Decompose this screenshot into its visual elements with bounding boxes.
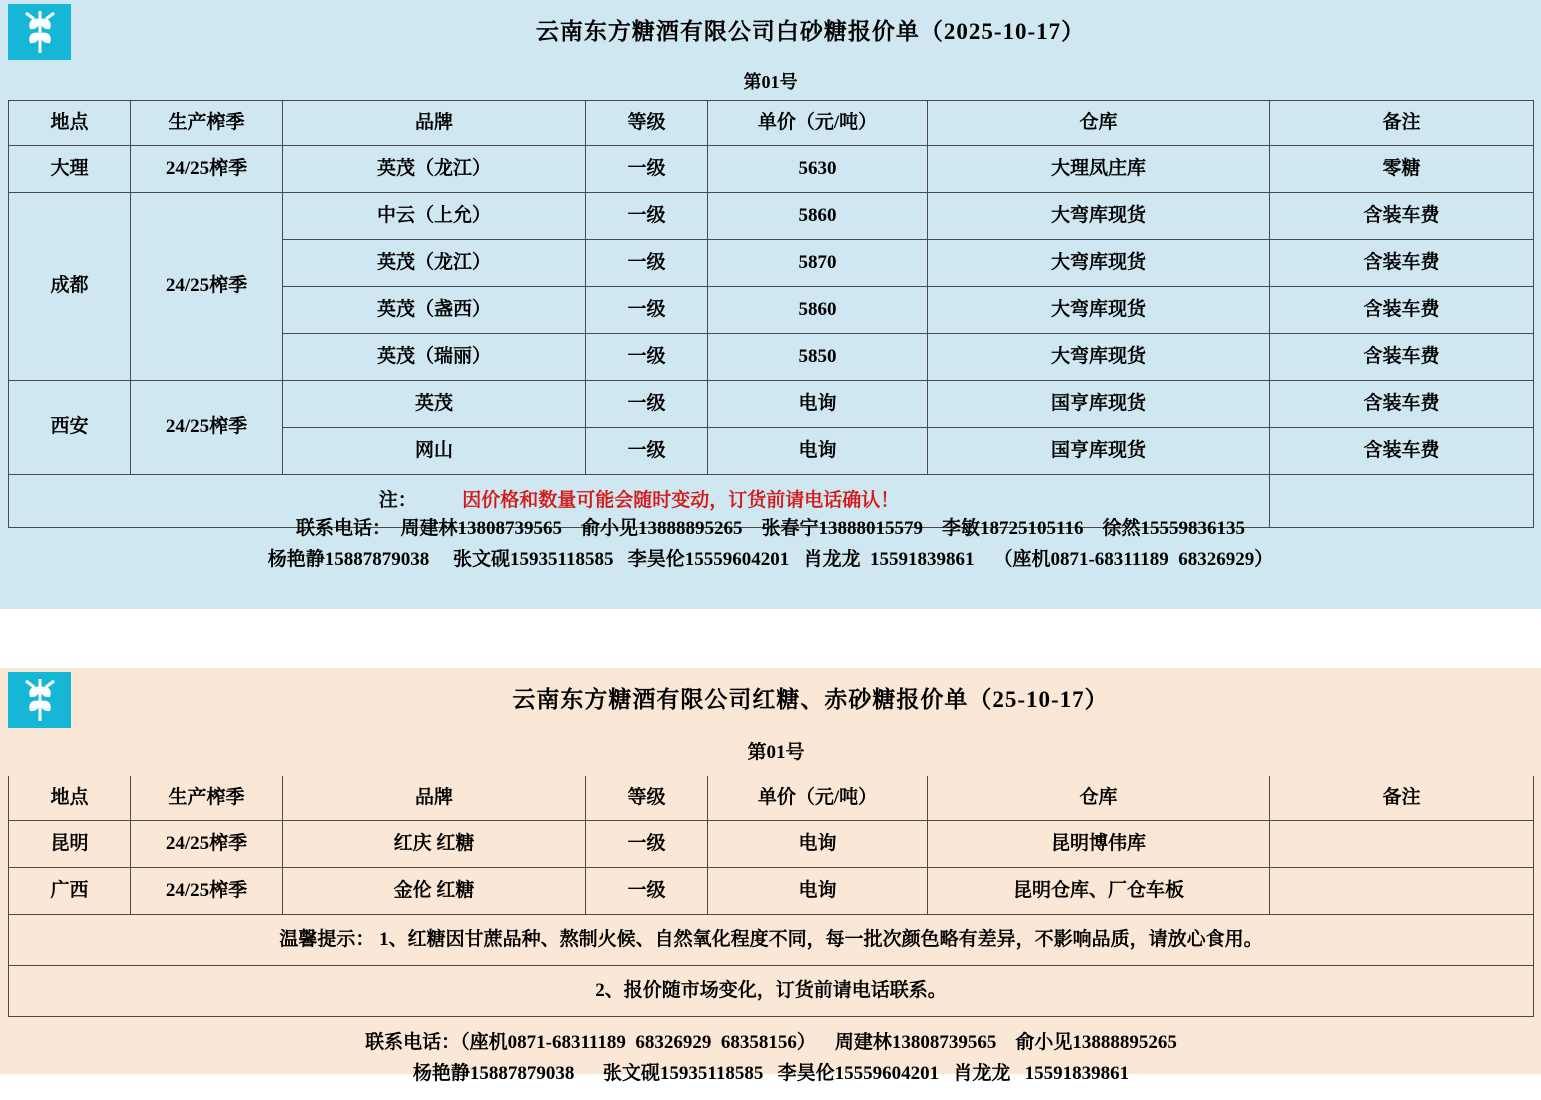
table-row bbox=[9, 193, 1534, 240]
white-sugar-table bbox=[8, 100, 1534, 528]
cell-warehouse: 大弯库现货 bbox=[928, 193, 1270, 240]
cell-grade: 一级 bbox=[586, 287, 708, 334]
serial-spacer bbox=[131, 731, 283, 776]
cell-grade: 一级 bbox=[586, 381, 708, 428]
contact-line: 杨艳静15887879038 张文砚15935118585 李昊伦15559604201 肖龙龙 15591839861 （座机0871-68311189 68326929） bbox=[267, 549, 1274, 571]
cell-warehouse: 大弯库现货 bbox=[928, 334, 1270, 381]
cell-brand: 英茂（盏西） bbox=[283, 287, 586, 334]
page-title: 云南东方糖酒有限公司红糖、赤砂糖报价单（25-10-17） bbox=[512, 687, 1109, 712]
cell-price: 5850 bbox=[708, 334, 928, 381]
col-header-place: 地点 bbox=[9, 776, 131, 821]
contact-line: 联系电话： 周建林13808739565 俞小见13888895265 张春宁13888015579 李敏18725105116 徐然15559836135 bbox=[296, 518, 1245, 539]
note-label: 注： bbox=[378, 489, 417, 511]
cell-season: 24/25榨季 bbox=[131, 821, 283, 868]
cell-brand: 英茂（瑞丽） bbox=[283, 334, 586, 381]
cell-remark: 含装车费 bbox=[1270, 193, 1534, 240]
brown-sugar-table bbox=[8, 730, 1534, 1100]
serial-number: 第01号 bbox=[747, 741, 805, 763]
cell-price: 电询 bbox=[708, 381, 928, 428]
cell-place: 昆明 bbox=[9, 821, 131, 868]
contact-line: 联系电话：（座机0871-68311189 68326929 68358156） 周建林13808739565 俞小见13888895265 bbox=[365, 1031, 1177, 1053]
cell-brand: 中云（上允） bbox=[283, 193, 586, 240]
company-logo bbox=[8, 4, 71, 60]
cell-brand: 网山 bbox=[283, 428, 586, 475]
col-header-grade: 等级 bbox=[586, 776, 708, 821]
col-header-grade: 等级 bbox=[586, 101, 708, 146]
cell-brand: 英茂（龙江） bbox=[283, 146, 586, 193]
cell-warehouse: 大弯库现货 bbox=[928, 240, 1270, 287]
cell-price: 5860 bbox=[708, 287, 928, 334]
col-header-season: 生产榨季 bbox=[131, 101, 283, 146]
cell-brand: 英茂 bbox=[283, 381, 586, 428]
cell-brand: 金伦 红糖 bbox=[283, 868, 586, 915]
cell-price: 5860 bbox=[708, 193, 928, 240]
cell-remark: 含装车费 bbox=[1270, 287, 1534, 334]
wheat-logo-icon bbox=[20, 9, 60, 55]
cell-brand: 红庆 红糖 bbox=[283, 821, 586, 868]
table-row bbox=[9, 821, 1534, 868]
cell-price: 电询 bbox=[708, 428, 928, 475]
note-text: 因价格和数量可能会随时变动，订货前请电话确认！ bbox=[462, 489, 900, 511]
cell-price: 5630 bbox=[708, 146, 928, 193]
col-header-brand: 品牌 bbox=[283, 101, 586, 146]
cell-grade: 一级 bbox=[586, 240, 708, 287]
table-row bbox=[9, 381, 1534, 428]
cell-season: 24/25榨季 bbox=[131, 193, 283, 381]
cell-remark: 零糖 bbox=[1270, 146, 1534, 193]
cell-grade: 一级 bbox=[586, 428, 708, 475]
cell-warehouse: 昆明博伟库 bbox=[928, 821, 1270, 868]
cell-warehouse: 大理凤庄库 bbox=[928, 146, 1270, 193]
cell-remark bbox=[1270, 868, 1534, 915]
cell-brand: 英茂（龙江） bbox=[283, 240, 586, 287]
white-contact-block bbox=[8, 513, 1533, 576]
serial-row bbox=[9, 731, 1534, 776]
tips-row bbox=[9, 915, 1534, 966]
cell-price: 5870 bbox=[708, 240, 928, 287]
cell-warehouse: 国亨库现货 bbox=[928, 428, 1270, 475]
table-header-row bbox=[9, 101, 1534, 146]
contact-line: 杨艳静15887879038 张文砚15935118585 李昊伦15559604201 肖龙龙 15591839861 bbox=[412, 1063, 1130, 1084]
col-header-season: 生产榨季 bbox=[131, 776, 283, 821]
cell-season: 24/25榨季 bbox=[131, 868, 283, 915]
tips-line-1: 温馨提示： 1、红糖因甘蔗品种、熬制火候、自然氧化程度不同，每一批次颜色略有差异，不影响品质，请放心食用。 bbox=[9, 915, 1534, 966]
serial-number: 第01号 bbox=[743, 72, 798, 92]
brown-sugar-quotation-sheet bbox=[0, 668, 1541, 1084]
serial-spacer bbox=[1270, 731, 1534, 776]
col-header-brand: 品牌 bbox=[283, 776, 586, 821]
cell-remark: 含装车费 bbox=[1270, 334, 1534, 381]
cell-place: 成都 bbox=[9, 193, 131, 381]
cell-grade: 一级 bbox=[586, 146, 708, 193]
col-header-remark: 备注 bbox=[1270, 101, 1534, 146]
cell-grade: 一级 bbox=[586, 868, 708, 915]
cell-grade: 一级 bbox=[586, 193, 708, 240]
cell-price: 电询 bbox=[708, 868, 928, 915]
cell-warehouse: 国亨库现货 bbox=[928, 381, 1270, 428]
cell-remark: 含装车费 bbox=[1270, 240, 1534, 287]
col-header-remark: 备注 bbox=[1270, 776, 1534, 821]
table-header-row bbox=[9, 776, 1534, 821]
cell-grade: 一级 bbox=[586, 821, 708, 868]
col-header-price: 单价（元/吨） bbox=[708, 101, 928, 146]
cell-remark: 含装车费 bbox=[1270, 381, 1534, 428]
cell-grade: 一级 bbox=[586, 334, 708, 381]
cell-place: 西安 bbox=[9, 381, 131, 475]
contact-row bbox=[9, 1017, 1534, 1100]
cell-remark: 含装车费 bbox=[1270, 428, 1534, 475]
tips-line-2: 2、报价随市场变化，订货前请电话联系。 bbox=[9, 966, 1534, 1017]
company-logo bbox=[8, 672, 71, 728]
cell-place: 广西 bbox=[9, 868, 131, 915]
cell-season: 24/25榨季 bbox=[131, 381, 283, 475]
cell-warehouse: 昆明仓库、厂仓车板 bbox=[928, 868, 1270, 915]
table-row bbox=[9, 146, 1534, 193]
tips-row bbox=[9, 966, 1534, 1017]
cell-season: 24/25榨季 bbox=[131, 146, 283, 193]
table-row bbox=[9, 868, 1534, 915]
col-header-warehouse: 仓库 bbox=[928, 101, 1270, 146]
serial-spacer bbox=[9, 731, 131, 776]
col-header-price: 单价（元/吨） bbox=[708, 776, 928, 821]
wheat-logo-icon bbox=[20, 677, 60, 723]
cell-price: 电询 bbox=[708, 821, 928, 868]
col-header-place: 地点 bbox=[9, 101, 131, 146]
col-header-warehouse: 仓库 bbox=[928, 776, 1270, 821]
cell-warehouse: 大弯库现货 bbox=[928, 287, 1270, 334]
page-title: 云南东方糖酒有限公司白砂糖报价单（2025-10-17） bbox=[535, 19, 1086, 44]
cell-remark bbox=[1270, 821, 1534, 868]
cell-place: 大理 bbox=[9, 146, 131, 193]
brown-contact-block bbox=[9, 1017, 1534, 1100]
